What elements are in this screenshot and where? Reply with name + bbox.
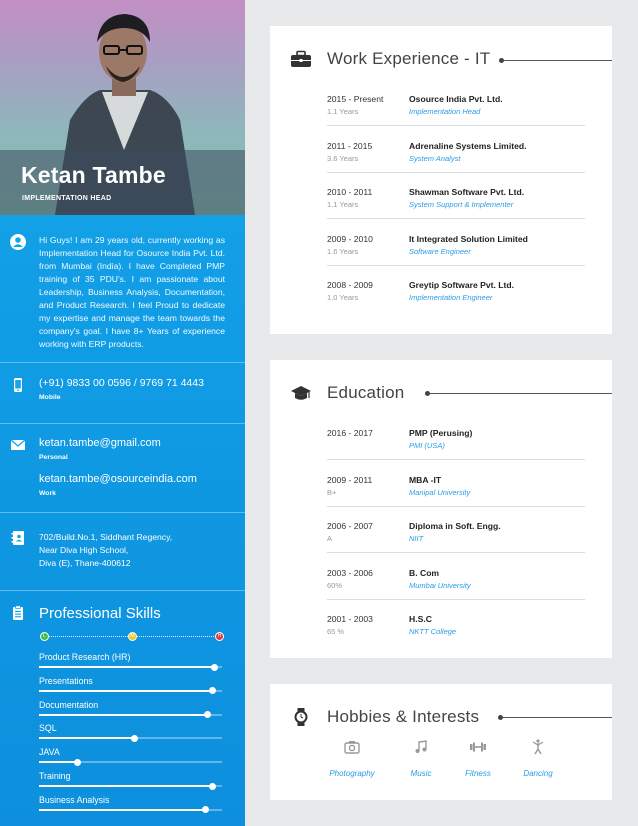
clipboard-icon (10, 605, 26, 621)
skill-bar-knob (74, 759, 81, 766)
skill-bar-fill (39, 809, 206, 811)
dumbbell-icon (469, 739, 487, 755)
skill-bar-knob (209, 783, 216, 790)
degree-name: Diploma in Soft. Engg. (409, 521, 501, 531)
hobby-label: Music (410, 769, 432, 778)
work-duration: 1.1 Years (327, 107, 359, 116)
divider (0, 512, 245, 513)
company-name: Greytip Software Pvt. Ltd. (409, 280, 515, 290)
level-high-letter: H (217, 633, 222, 639)
skill-bar (39, 714, 222, 716)
mobile-phone-icon (10, 377, 26, 393)
skill-label: Presentations (39, 675, 93, 686)
skill-label: SQL (39, 723, 57, 734)
divider (0, 362, 245, 363)
profile-name: Ketan Tambe (21, 162, 166, 188)
sidebar (0, 0, 245, 826)
title-line (503, 717, 612, 718)
work-duration: 1.0 Years (327, 293, 359, 302)
skill-bar (39, 785, 222, 787)
institute-name: Mumbai University (409, 580, 471, 590)
skill-label: Product Research (HR) (39, 652, 131, 662)
address-line: Near Diva High School, (39, 544, 129, 555)
education-period: 2016 - 2017 (327, 428, 373, 438)
skill-bar-fill (39, 785, 213, 787)
entry-separator (327, 599, 585, 600)
graduation-cap-icon (290, 384, 312, 402)
entry-separator (327, 125, 585, 126)
watch-icon (290, 708, 312, 726)
work-period: 2008 - 2009 (327, 280, 373, 290)
skill-bar-knob (211, 664, 218, 671)
education-grade: B+ (327, 487, 337, 497)
address-line: Diva (E), Thane-400612 (39, 557, 131, 568)
institute-name: PMI (USA) (409, 441, 445, 450)
hobby-label: Fitness (465, 769, 491, 778)
profile-role: IMPLEMENTATION HEAD (22, 195, 112, 202)
skill-label: Documentation (39, 699, 99, 710)
level-low-marker (40, 632, 49, 641)
phone-numbers[interactable]: (+91) 9833 00 0596 / 9769 71 4443 (39, 377, 204, 389)
dancer-icon (532, 739, 544, 755)
company-name: Shawman Software Pvt. Ltd. (409, 187, 525, 197)
level-mid-letter: M (130, 633, 135, 639)
education-title: Education (327, 383, 405, 402)
skill-bar-fill (39, 714, 207, 716)
hobby-label: Photography (329, 769, 375, 778)
skill-bar (39, 666, 222, 668)
work-period: 2009 - 2010 (327, 233, 373, 244)
skill-bar-knob (202, 806, 209, 813)
user-icon (10, 234, 26, 250)
work-duration: 1.1 Years (327, 200, 359, 209)
education-period: 2009 - 2011 (327, 474, 373, 485)
address-line: 702/Build.No.1, Siddhant Regency, (39, 532, 173, 542)
institute-name: NIIT (409, 534, 424, 543)
entry-separator (327, 265, 585, 266)
email-work-label: Work (39, 490, 56, 497)
company-name: It Integrated Solution Limited (409, 233, 528, 244)
education-grade: A (327, 534, 333, 543)
entry-separator (327, 459, 585, 460)
degree-name: H.S.C (409, 614, 432, 624)
education-card (270, 360, 612, 658)
company-name: Osource India Pvt. Ltd. (409, 94, 503, 104)
hobbies-title: Hobbies & Interests (327, 707, 480, 726)
skill-bar (39, 761, 222, 763)
work-experience-card (270, 26, 612, 334)
title-line (504, 60, 612, 61)
company-name: Adrenaline Systems Limited. (409, 140, 527, 151)
skill-bar (39, 737, 222, 739)
skill-bar-fill (39, 690, 213, 692)
skill-label: Business Analysis (39, 794, 110, 805)
work-duration: 1.6 Years (327, 246, 359, 256)
address (39, 531, 172, 569)
skill-bar (39, 809, 222, 811)
hobby-label: Dancing (523, 769, 553, 778)
skill-bar-fill (39, 666, 215, 668)
education-period: 2003 - 2006 (327, 567, 373, 578)
level-mid-marker (128, 632, 137, 641)
education-period: 2006 - 2007 (327, 521, 373, 531)
skill-bar-fill (39, 761, 77, 763)
work-duration: 3.6 Years (327, 153, 359, 163)
skill-bar-knob (209, 687, 216, 694)
about-text: Hi Guys! I am 29 years old, currently working as Implementation Head for Osource India Pvt. Ltd. from Mumbai (India). I have Completed PMP training of 35 PDU's. I am passionate about Leadership, Business Analysis, Documentation, and Product Research. I feel Proud to dedicate my expertise and manage the team towards the company's goal. I have 8+ Years of experience working with ERP products. (39, 235, 225, 349)
skill-bar-knob (131, 735, 138, 742)
job-position: System Analyst (409, 153, 461, 163)
education-grade: 65 % (327, 627, 345, 636)
level-high-marker (215, 632, 224, 641)
job-position: Software Engineer (409, 246, 471, 256)
work-experience-title: Work Experience - IT (327, 49, 491, 68)
hobby-dancing (503, 739, 573, 781)
hobby-photography (317, 739, 387, 781)
job-position: Implementation Head (409, 107, 481, 116)
email-personal-label: Personal (39, 454, 68, 461)
email-personal[interactable]: ketan.tambe@gmail.com (39, 437, 161, 449)
skill-label: JAVA (39, 747, 60, 758)
skill-bar (39, 690, 222, 692)
skill-bar-knob (204, 711, 211, 718)
education-grade: 60% (327, 580, 343, 590)
institute-name: NKTT College (409, 627, 457, 636)
job-position: Implementation Engineer (409, 293, 493, 302)
institute-name: Manipal University (409, 487, 471, 497)
email-work[interactable]: ketan.tambe@osourceindia.com (39, 473, 197, 485)
degree-name: PMP (Perusing) (409, 428, 473, 438)
work-period: 2015 - Present (327, 94, 384, 104)
entry-separator (327, 552, 585, 553)
skills-title: Professional Skills (39, 605, 161, 622)
entry-separator (327, 172, 585, 173)
hobbies-card (270, 684, 612, 800)
music-note-icon (414, 739, 428, 755)
camera-icon (344, 739, 360, 755)
skill-bar-fill (39, 737, 134, 739)
entry-separator (327, 218, 585, 219)
education-period: 2001 - 2003 (327, 614, 373, 624)
level-low-letter: L (43, 633, 46, 639)
divider (0, 590, 245, 591)
title-line (430, 393, 612, 394)
work-period: 2011 - 2015 (327, 140, 373, 151)
job-position: System Support & Implementer (409, 200, 514, 209)
work-period: 2010 - 2011 (327, 187, 373, 197)
briefcase-icon (290, 50, 312, 68)
entry-separator (327, 506, 585, 507)
address-book-icon (10, 530, 26, 546)
envelope-icon (10, 437, 26, 453)
divider (0, 423, 245, 424)
degree-name: B. Com (409, 567, 440, 578)
skill-label: Training (39, 771, 71, 781)
degree-name: MBA -IT (409, 474, 442, 485)
phone-label: Mobile (39, 394, 61, 401)
